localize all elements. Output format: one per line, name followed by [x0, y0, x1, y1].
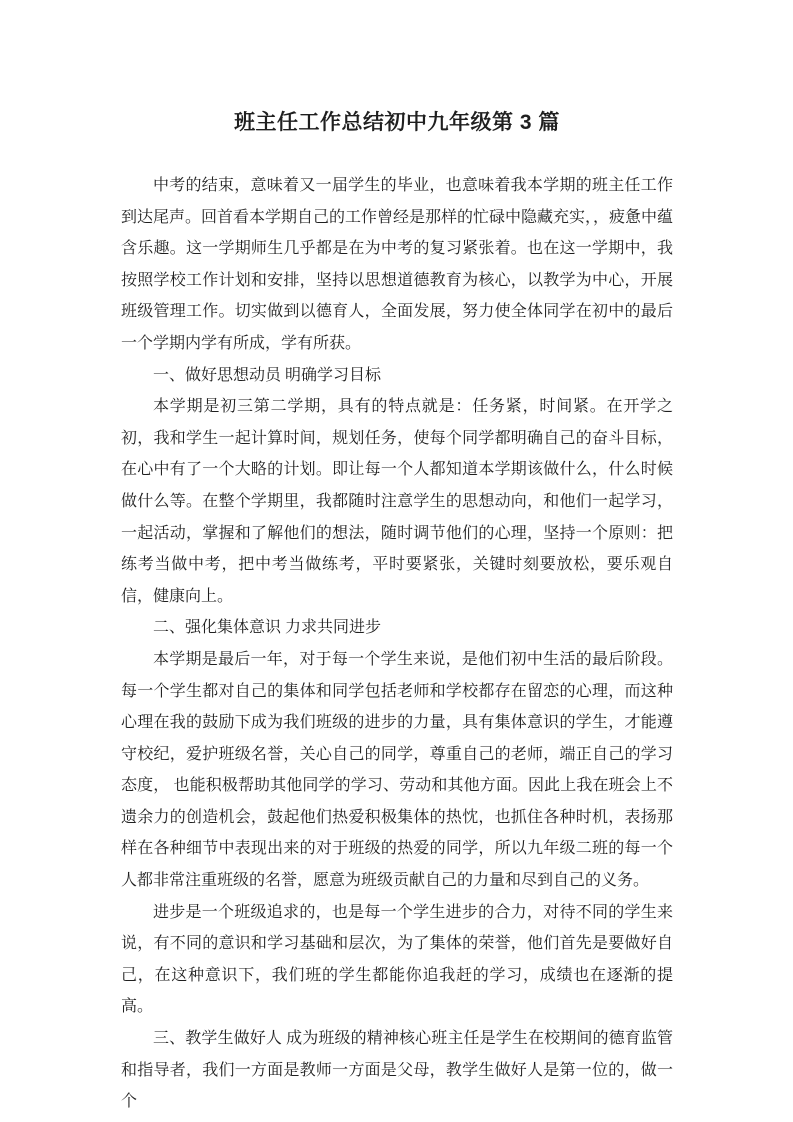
section-heading-2: 二、强化集体意识 力求共同进步	[153, 619, 382, 637]
document-title: 班主任工作总结初中九年级第 3 篇	[234, 111, 560, 134]
paragraph-section-1: 本学期是初三第二学期，具有的特点就是：任务紧，时间紧。在开学之初，我和学生一起计算时间，规划任务，使每个同学都明确自己的奋斗目标，在心中有了一个大略的计划。即让每一个人都知道本学期该做什么，什么时候做什么等。在整个学期里，我都随时注意学生的思想动向，和他们一起学习，一起活动，掌握和了解他们的想法，随时调节他们的心理，坚持一个原则：把练考当做中考，把中考当做练考，平时要紧张，关键时刻要放松，要乐观自信，健康向上。	[121, 398, 673, 605]
paragraph-section-3: 三、教学生做好人 成为班级的精神核心班主任是学生在校期间的德育监管和指导者，我们一方面是教师一方面是父母，教学生做好人是第一位的，做一个	[121, 1030, 673, 1111]
paragraph-section-2b: 进步是一个班级追求的，也是每一个学生进步的合力，对待不同的学生来说，有不同的意识和学习基础和层次，为了集体的荣誉，他们首先是要做好自己，在这种意识下，我们班的学生都能你追我赶的学习，成绩也在逐渐的提高。	[121, 903, 673, 1016]
document-content	[121, 107, 673, 1118]
paragraph-section-2a: 本学期是最后一年，对于每一个学生来说，是他们初中生活的最后阶段。每一个学生都对自己的集体和同学包括老师和学校都存在留恋的心理，而这种心理在我的鼓励下成为我们班级的进步的力量，具有集体意识的学生，才能遵守校纪，爱护班级名誉，关心自己的同学，尊重自己的老师，端正自己的学习态度， 也能积极帮助其他同学的学习、劳动和其他方面。因此上我在班会上不遗余力的创造机会，鼓起他们热爱积极集体的热忱，也抓住各种时机，表扬那样在各种细节中表现出来的对于班级的热爱的同学，所以九年级二班的每一个人都非常注重班级的名誉，愿意为班级贡献自己的力量和尽到自己的义务。	[121, 650, 673, 890]
paragraph-intro: 中考的结束，意味着又一届学生的毕业，也意味着我本学期的班主任工作到达尾声。回首看本学期自己的工作曾经是那样的忙碌中隐藏充实，，疲惫中蕴含乐趣。这一学期师生几乎都是在为中考的复习紧张着。也在这一学期中，我按照学校工作计划和安排，坚持以思想道德教育为核心，以教学为中心，开展班级管理工作。切实做到以德育人，全面发展，努力使全体同学在初中的最后一个学期内学有所成，学有所获。	[121, 177, 674, 352]
section-heading-1: 一、做好思想动员 明确学习目标	[153, 366, 382, 384]
